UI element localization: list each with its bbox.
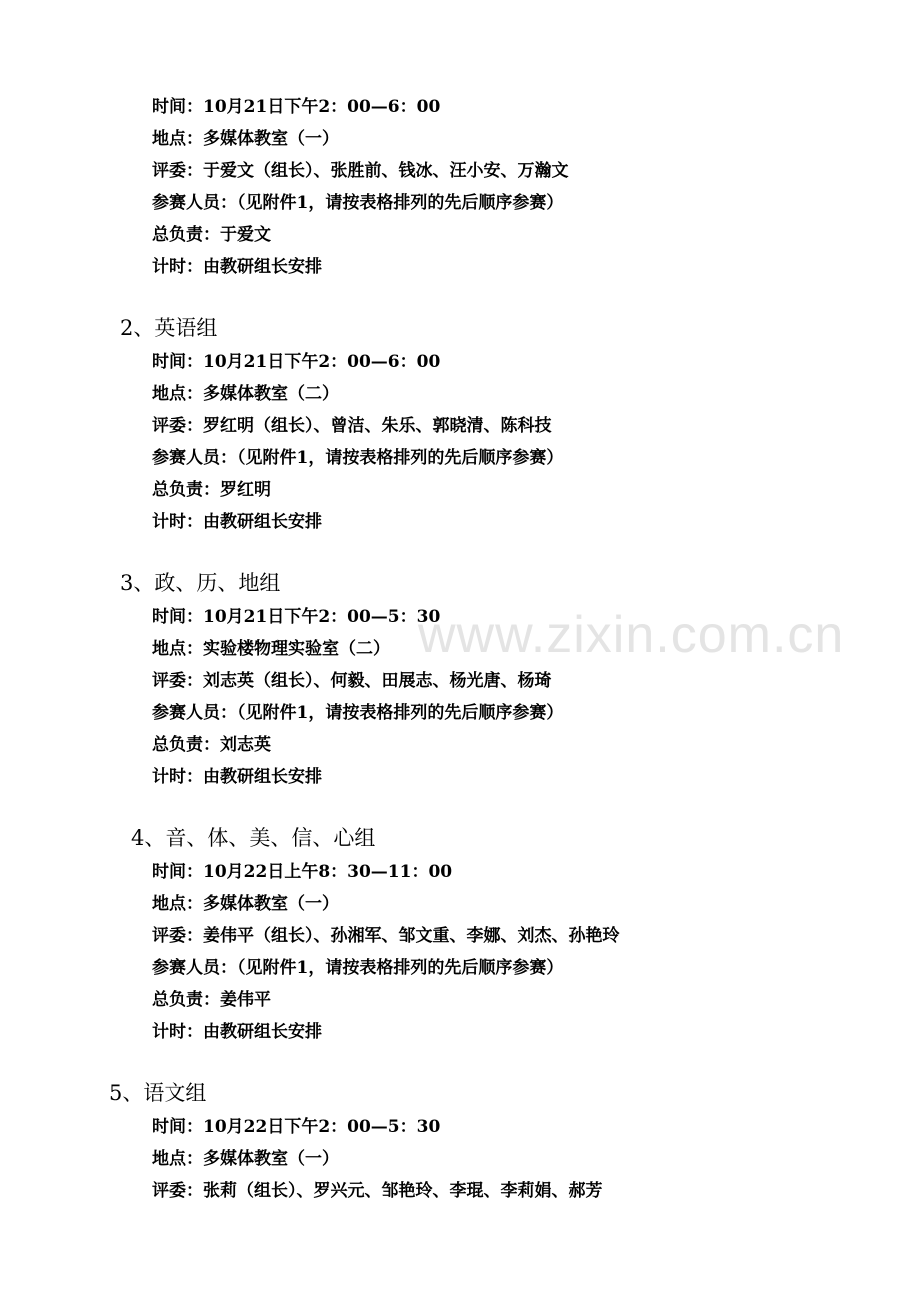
watermark: www.zixin.com.cn	[418, 606, 845, 664]
section-2-location: 地点：多媒体教室（二）	[152, 384, 339, 404]
section-4-supervisor: 总负责：姜伟平	[152, 990, 271, 1010]
section-4-judges: 评委：姜伟平（组长）、孙湘军、邹文重、李娜、刘杰、孙艳玲	[152, 926, 620, 946]
section-3-judges: 评委：刘志英（组长）、何毅、田展志、杨光唐、杨琦	[152, 671, 552, 691]
section-5-heading: 5、语文组	[109, 1081, 207, 1105]
section-1-time: 时间：10月21日下午2：00—6：00	[152, 97, 441, 117]
section-5-location: 地点：多媒体教室（一）	[152, 1149, 339, 1169]
section-4-participants: 参赛人员：（见附件1，请按表格排列的先后顺序参赛）	[152, 958, 564, 978]
section-2-participants: 参赛人员：（见附件1，请按表格排列的先后顺序参赛）	[152, 448, 564, 468]
section-5-judges: 评委：张莉（组长）、罗兴元、邹艳玲、李琨、李莉娟、郝芳	[152, 1181, 603, 1201]
section-4-heading: 4、音、体、美、信、心组	[131, 826, 376, 850]
section-3-heading: 3、政、历、地组	[120, 571, 281, 595]
section-5-time: 时间：10月22日下午2：00—5：30	[152, 1117, 441, 1137]
section-1-timing: 计时：由教研组长安排	[152, 257, 322, 277]
section-4-time: 时间：10月22日上午8：30—11：00	[152, 862, 453, 882]
section-3-time: 时间：10月21日下午2：00—5：30	[152, 607, 441, 627]
section-4-timing: 计时：由教研组长安排	[152, 1022, 322, 1042]
section-2-supervisor: 总负责：罗红明	[152, 480, 271, 500]
section-2-judges: 评委：罗红明（组长）、曾洁、朱乐、郭晓清、陈科技	[152, 416, 552, 436]
section-1-judges: 评委：于爱文（组长）、张胜前、钱冰、汪小安、万瀚文	[152, 161, 569, 181]
section-2-heading: 2、英语组	[120, 316, 218, 340]
section-3-supervisor: 总负责：刘志英	[152, 735, 271, 755]
section-2-timing: 计时：由教研组长安排	[152, 512, 322, 532]
section-1-location: 地点：多媒体教室（一）	[152, 129, 339, 149]
section-4-location: 地点：多媒体教室（一）	[152, 894, 339, 914]
section-2-time: 时间：10月21日下午2：00—6：00	[152, 352, 441, 372]
section-1-participants: 参赛人员：（见附件1，请按表格排列的先后顺序参赛）	[152, 193, 564, 213]
section-1-supervisor: 总负责：于爱文	[152, 225, 271, 245]
section-3-timing: 计时：由教研组长安排	[152, 767, 322, 787]
section-3-location: 地点：实验楼物理实验室（二）	[152, 639, 390, 659]
section-3-participants: 参赛人员：（见附件1，请按表格排列的先后顺序参赛）	[152, 703, 564, 723]
